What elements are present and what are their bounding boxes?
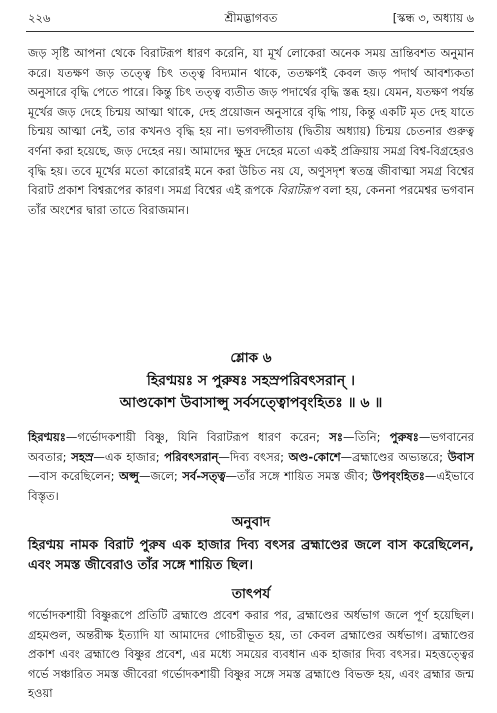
page-header: [28, 7, 474, 29]
synonym-word: উবাস: [447, 449, 474, 464]
chapter-reference: [স্কন্ধ ৩, অধ্যায় ৬: [392, 11, 474, 25]
header-rule: [26, 31, 474, 32]
synonym-word: উপবৃংহিতঃ: [372, 469, 425, 484]
verse-line-2: আণ্ডকোশ উবাসাপ্সু সর্বসত্ত্বোপবৃংহিতঃ ॥ ৬ ॥: [119, 395, 383, 411]
synonym-meaning: —গর্ভোদকশায়ী বিষ্ণু, যিনি বিরাটরূপ ধারণ করেন;: [65, 430, 330, 444]
body-text: জড় সৃষ্টি আপনা থেকে বিরাটরূপ ধারণ করেনি, যা মূর্খ লোকেরা অনেক সময় ভ্রান্তিবশত অনুমান করে। যতক্ষণ জড় তত্ত্বে চিৎ তত্ত্ব বিদ্যমান থাকে, ততক্ষণই কেবল জড় পদার্থ আবশ্যকতা অনুসারে বৃদ্ধি পেতে পারে। কিন্তু চিৎ তত্ত্ব ব্যতীত জড় পদার্থের বৃদ্ধি স্তব্ধ হয়। যেমন, যতক্ষণ পর্যন্ত মূর্খের জড় দেহে চিন্ময় আত্মা থাকে, দেহ প্রয়োজন অনুসারে বৃদ্ধি পায়, কিন্তু একটি মৃত দেহ যাতে চিন্ময় আত্মা নেই, তার কখনও বৃদ্ধি হয় না। ভগবদ্গীতায় (দ্বিতীয় অধ্যায়) চিন্ময় চেতনার গুরুত্ব বর্ণনা করা হয়েছে, জড় দেহের নয়। আমাদের ক্ষুদ্র দেহের মতো একই প্রক্রিয়ায় সমগ্র বিশ্ব-বিগ্রহেরও বৃদ্ধি হয়। তবে মূর্খের মতো কারোরই মনে করা উচিত নয় যে, অণুসদৃশ স্বতন্ত্র জীবাত্মা সমগ্র বিশ্বের বিরাট প্রকাশ বিশ্বরূপের কারণ। সমগ্র বিশ্বের এই রূপকে: [28, 46, 474, 198]
synonym-word: সহস্র: [71, 449, 94, 464]
body-paragraph: [28, 44, 474, 220]
synonym-word: সঃ: [329, 430, 344, 444]
synonym-meaning: —এক হাজার;: [93, 449, 165, 464]
purport-text: গর্ভোদকশায়ী বিষ্ণুরূপে প্রতিটি ব্রহ্মাণ্ডে প্রবেশ করার পর, ব্রহ্মাণ্ডের অর্ধভাগ জলে পূর্ণ হয়েছিল। গ্রহমণ্ডল, অন্তরীক্ষ ইত্যাদি যা আমাদের গোচরীভূত হয়, তা কেবল ব্রহ্মাণ্ডের অর্ধভাগ। ব্রহ্মাণ্ডের প্রকাশ এবং ব্রহ্মাণ্ডে বিষ্ণুর প্রবেশ, এর মধ্যে সময়ের ব্যবধান এক হাজার দিব্য বৎসর। মহত্তত্ত্বের গর্ভে সঞ্চারিত সমস্ত জীবেরা গর্ভোদকশায়ী বিষ্ণুর সঙ্গে সমস্ত ব্রহ্মাণ্ডে বিভক্ত হয়, এবং ব্রহ্মার জন্ম হওয়া: [28, 608, 474, 701]
synonym-meaning: —বাস করেছিলেন;: [28, 469, 120, 484]
body-italic-term: বিরাটরূপ: [277, 183, 320, 198]
synonym-meaning: —দিব্য বৎসর;: [218, 449, 289, 464]
verse-number: শ্লোক ৬: [230, 350, 272, 366]
page-number: ২২৬: [28, 11, 51, 25]
synonym-word: সর্ব-সত্ত্ব: [182, 469, 226, 484]
synonym-meaning: —তাঁর সঙ্গে শায়িত সমস্ত জীব;: [225, 469, 373, 484]
translation-text: হিরণ্ময় নামক বিরাট পুরুষ এক হাজার দিব্য বৎসর ব্রহ্মাণ্ডের জলে বাস করেছিলেন, এবং সমস্ত জীবেরাও তাঁর সঙ্গে শায়িত ছিল।: [28, 538, 474, 573]
synonym-word: পুরুষঃ: [389, 430, 419, 444]
synonym-word: অপ্সু: [119, 469, 139, 484]
synonyms: [28, 428, 474, 506]
synonym-word: হিরণ্ময়ঃ: [28, 430, 66, 444]
synonym-word: পরিবৎসরান্: [164, 449, 219, 464]
synonym-word: অণ্ড-কোশে: [288, 449, 341, 464]
synonym-meaning: —জলে;: [138, 469, 183, 484]
synonym-meaning: —তিনি;: [343, 430, 390, 444]
synonym-meaning: —ব্রহ্মাণ্ডের অভ্যন্তরে;: [340, 449, 448, 464]
synonym-meaning: —ভগবানের অবতার;: [28, 430, 475, 464]
translation-heading: অনুবাদ: [231, 514, 271, 530]
synonym-meaning: —এইভাবে বিস্তৃত।: [28, 469, 474, 503]
body-text-end: বলা হয়, কেননা পরমেশ্বর ভগবান তাঁর অংশের দ্বারা তাতে বিরাজমান।: [28, 183, 474, 217]
book-title: শ্রীমদ্ভাগবত: [224, 11, 278, 25]
verse-line-1: হিরণ্ময়ঃ স পুরুষঃ সহস্রপরিবৎসরান্ ।: [146, 373, 356, 389]
purport-heading: তাৎপর্য: [231, 586, 271, 602]
